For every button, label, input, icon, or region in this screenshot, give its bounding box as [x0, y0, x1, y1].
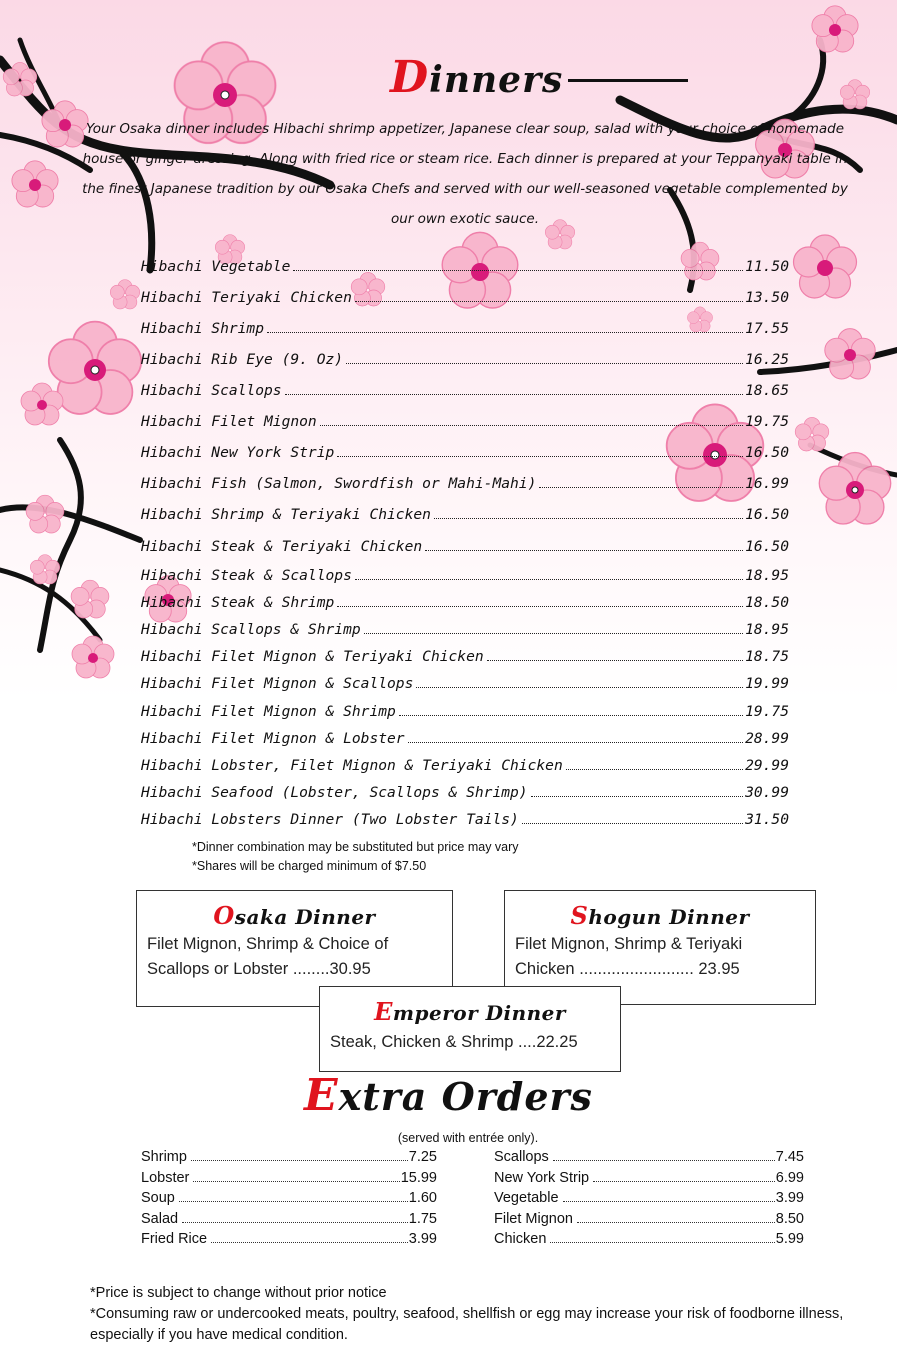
dinner-item	[141, 811, 789, 833]
dinner-item-name: Hibachi Shrimp	[141, 320, 265, 337]
extra-item-price: 1.75	[408, 1210, 437, 1227]
note-shares: *Shares will be charged minimum of $7.50	[192, 859, 427, 873]
extra-item	[494, 1190, 804, 1211]
extra-orders-left-column	[141, 1149, 437, 1252]
extra-item	[494, 1211, 804, 1232]
dinner-item-name: Hibachi Seafood (Lobster, Scallops & Shrimp)	[141, 784, 528, 801]
dot-leader	[566, 768, 743, 770]
dinner-item-name: Hibachi Vegetable	[141, 258, 291, 275]
emperor-dinner-description: Steak, Chicken & Shrimp ....22.25	[330, 1033, 578, 1051]
extra-item-price: 15.99	[400, 1169, 437, 1186]
dot-leader	[408, 741, 743, 743]
dinner-item-price: 29.99	[745, 757, 789, 774]
dinner-item-price: 11.50	[745, 258, 789, 275]
dot-leader	[267, 331, 743, 333]
dot-leader	[182, 1221, 408, 1223]
note-substitution: *Dinner combination may be substituted but price may vary	[192, 840, 519, 854]
dinner-item-name: Hibachi Filet Mignon & Lobster	[141, 730, 405, 747]
dinner-item-name: Hibachi Filet Mignon & Teriyaki Chicken	[141, 648, 484, 665]
dinner-item	[141, 382, 789, 404]
dinner-item-price: 19.75	[745, 703, 789, 720]
emperor-dinner-box	[319, 986, 621, 1072]
extra-item-name: New York Strip	[494, 1169, 590, 1186]
dinner-item-price: 31.50	[745, 811, 789, 828]
dinner-item-price: 16.50	[745, 538, 789, 555]
dinner-item-name: Hibachi Steak & Scallops	[141, 567, 352, 584]
dot-leader	[553, 1159, 775, 1161]
dot-leader	[285, 393, 743, 395]
extra-item-name: Salad	[141, 1210, 179, 1227]
extra-item-name: Shrimp	[141, 1149, 187, 1165]
extra-item	[141, 1211, 437, 1232]
dinner-item	[141, 351, 789, 373]
dinner-item-price: 16.99	[745, 475, 789, 492]
dinner-item-name: Hibachi Scallops	[141, 382, 282, 399]
dinner-item	[141, 784, 789, 806]
title-divider	[568, 79, 688, 82]
dot-leader	[539, 486, 743, 488]
dot-leader	[355, 300, 743, 302]
dot-leader	[522, 822, 743, 824]
dinner-item-name: Hibachi Teriyaki Chicken	[141, 289, 352, 306]
dot-leader	[293, 269, 743, 271]
dinner-item	[141, 675, 789, 697]
dot-leader	[211, 1241, 408, 1243]
dot-leader	[593, 1180, 775, 1182]
extra-orders-title: Extra Orders	[304, 1070, 593, 1121]
dinner-item-name: Hibachi Filet Mignon	[141, 413, 317, 430]
extra-item	[494, 1231, 804, 1252]
dot-leader	[487, 659, 743, 661]
extra-item-name: Soup	[141, 1190, 175, 1206]
shogun-dinner-title: Shogun Dinner	[570, 901, 750, 930]
dinner-item	[141, 648, 789, 670]
dinner-item-name: Hibachi Filet Mignon & Shrimp	[141, 703, 396, 720]
extra-item	[494, 1170, 804, 1191]
extra-item	[141, 1170, 437, 1191]
dinner-item-price: 17.55	[745, 320, 789, 337]
dot-leader	[355, 578, 743, 580]
dinner-item	[141, 320, 789, 342]
extra-item-name: Lobster	[141, 1169, 190, 1186]
dinner-item-price: 16.50	[745, 444, 789, 461]
extra-item	[141, 1190, 437, 1211]
dot-leader	[416, 686, 743, 688]
dot-leader	[550, 1241, 774, 1243]
dot-leader	[364, 632, 743, 634]
dinner-item-name: Hibachi New York Strip	[141, 444, 335, 461]
dinner-item	[141, 506, 789, 528]
dot-leader	[399, 714, 743, 716]
extra-item-price: 8.50	[775, 1210, 804, 1227]
osaka-dinner-title: Osaka Dinner	[213, 901, 376, 930]
dot-leader	[179, 1200, 408, 1202]
extra-orders-subtitle: (served with entrée only).	[397, 1131, 539, 1145]
extra-item-price: 3.99	[408, 1231, 437, 1247]
dot-leader	[346, 362, 743, 364]
emperor-dinner-title: Emperor Dinner	[374, 997, 566, 1026]
dot-leader	[193, 1180, 399, 1182]
dinner-item-price: 16.25	[745, 351, 789, 368]
dinner-item-name: Hibachi Scallops & Shrimp	[141, 621, 361, 638]
extra-item-name: Vegetable	[494, 1190, 559, 1206]
dinner-item	[141, 444, 789, 466]
dinner-item	[141, 538, 789, 560]
extra-item	[141, 1149, 437, 1170]
extra-item	[141, 1231, 437, 1252]
dot-leader	[425, 549, 743, 551]
extra-item-name: Chicken	[494, 1231, 547, 1247]
extra-item-price: 7.25	[408, 1149, 437, 1165]
extra-item-name: Filet Mignon	[494, 1210, 573, 1227]
dinner-item-price: 13.50	[745, 289, 789, 306]
dinner-item-name: Hibachi Steak & Teriyaki Chicken	[141, 538, 423, 555]
dinner-item	[141, 703, 789, 725]
dinner-item-name: Hibachi Rib Eye (9. Oz)	[141, 351, 344, 368]
dinner-item-name: Hibachi Lobster, Filet Mignon & Teriyaki Chicken	[141, 757, 563, 774]
dinner-item	[141, 567, 789, 589]
dinner-item	[141, 258, 789, 280]
dinner-item-price: 19.75	[745, 413, 789, 430]
footer-disclaimer	[90, 1283, 870, 1346]
dinner-item-price: 18.95	[745, 567, 789, 584]
extra-item-name: Scallops	[494, 1149, 549, 1165]
dinner-item	[141, 730, 789, 752]
dot-leader	[531, 795, 743, 797]
dot-leader	[337, 455, 743, 457]
dinner-item-price: 28.99	[745, 730, 789, 747]
shogun-dinner-description: Filet Mignon, Shrimp & Teriyaki Chicken ......................... 23.95	[515, 935, 743, 978]
dot-leader	[337, 605, 743, 607]
extra-item-price: 3.99	[775, 1190, 804, 1206]
dinner-item	[141, 475, 789, 497]
extra-item	[494, 1149, 804, 1170]
price-change-note: *Price is subject to change without prior notice	[90, 1285, 387, 1301]
dinner-item-name: Hibachi Shrimp & Teriyaki Chicken	[141, 506, 431, 523]
extra-item-price: 1.60	[408, 1190, 437, 1206]
dinner-item-price: 18.75	[745, 648, 789, 665]
dinner-item-name: Hibachi Steak & Shrimp	[141, 594, 335, 611]
osaka-dinner-description: Filet Mignon, Shrimp & Choice of Scallops or Lobster ........30.95	[147, 935, 389, 978]
dot-leader	[577, 1221, 775, 1223]
dinner-item-name: Hibachi Filet Mignon & Scallops	[141, 675, 414, 692]
extra-item-price: 6.99	[775, 1169, 804, 1186]
raw-food-warning: *Consuming raw or undercooked meats, poultry, seafood, shellfish or egg may increase your risk of foodborne illness, especially if you have medical condition.	[90, 1306, 844, 1343]
dinner-item-price: 30.99	[745, 784, 789, 801]
dinner-item-name: Hibachi Fish (Salmon, Swordfish or Mahi-Mahi)	[141, 475, 537, 492]
dot-leader	[191, 1159, 408, 1161]
extra-item-price: 5.99	[775, 1231, 804, 1247]
page-title: Dinners	[390, 52, 564, 103]
dinner-item-price: 16.50	[745, 506, 789, 523]
dinner-item	[141, 413, 789, 435]
dinner-item-price: 19.99	[745, 675, 789, 692]
dinner-item-price: 18.50	[745, 594, 789, 611]
extra-orders-right-column	[494, 1149, 804, 1252]
dinner-item	[141, 621, 789, 643]
dinner-item	[141, 289, 789, 311]
dot-leader	[434, 517, 743, 519]
dot-leader	[320, 424, 743, 426]
menu-notes	[192, 838, 519, 876]
dinner-item	[141, 757, 789, 779]
dinner-item-name: Hibachi Lobsters Dinner (Two Lobster Tails)	[141, 811, 519, 828]
dinner-item	[141, 594, 789, 616]
dinner-item-price: 18.95	[745, 621, 789, 638]
dot-leader	[563, 1200, 775, 1202]
extra-item-price: 7.45	[775, 1149, 804, 1165]
extra-item-name: Fried Rice	[141, 1231, 208, 1247]
dinner-item-price: 18.65	[745, 382, 789, 399]
intro-paragraph: Your Osaka dinner includes Hibachi shrimp appetizer, Japanese clear soup, salad with your choice of homemade house or ginger dressing. Along with fried rice or steam rice. Each dinner is prepared at your Teppanyaki table in the finest Japanese tradition by our Osaka Chefs and served with our well-seasoned vegetable complemented by our own exotic sauce.	[82, 121, 848, 227]
